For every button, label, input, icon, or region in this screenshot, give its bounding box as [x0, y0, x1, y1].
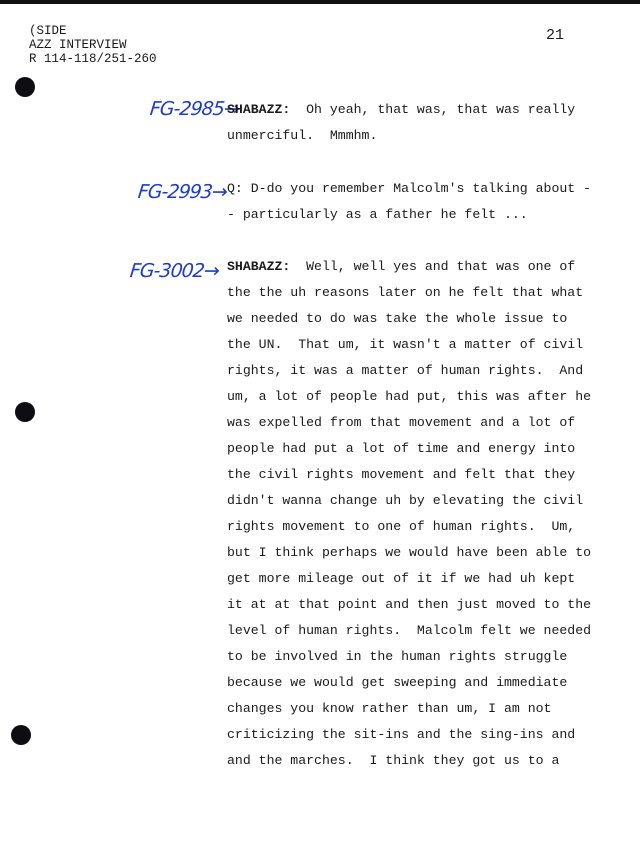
handwritten-annotation: FG-3002→	[128, 260, 220, 282]
transcript-line: to be involved in the human rights struggle	[227, 649, 568, 664]
transcript-line: rights, it was a matter of human rights. And	[227, 363, 584, 378]
transcript-line: the UN. That um, it wasn't a matter of civil	[227, 337, 584, 352]
speaker-label: SHABAZZ:	[227, 102, 291, 117]
transcript-text: Oh yeah, that was, that was really	[290, 102, 576, 117]
punch-hole	[11, 725, 31, 745]
transcript-line: people had put a lot of time and energy into	[227, 441, 576, 456]
page-top-edge	[0, 0, 640, 4]
transcript-line: changes you know rather than um, I am not	[227, 701, 552, 716]
transcript-line: get more mileage out of it if we had uh kept	[227, 571, 576, 586]
speaker-line	[227, 102, 575, 117]
transcript-line: didn't wanna change uh by elevating the civil	[227, 493, 584, 508]
transcript-line: we needed to do was take the whole issue to	[227, 311, 568, 326]
transcript-line: um, a lot of people had put, this was after he	[227, 389, 592, 404]
transcript-line: it at at that point and then just moved to the	[227, 597, 592, 612]
transcript-line: rights movement to one of human rights. Um,	[227, 519, 576, 534]
speaker-label: SHABAZZ:	[227, 259, 291, 274]
header-line-3: R 114-118/251-260	[29, 52, 157, 66]
speaker-label: Q:	[227, 181, 243, 196]
transcript-line: the the uh reasons later on he felt that what	[227, 285, 584, 300]
speaker-line	[227, 181, 591, 196]
transcript-line: - particularly as a father he felt ...	[227, 207, 528, 222]
transcript-line: unmerciful. Mmmhm.	[227, 128, 378, 143]
handwritten-annotation: FG-2985→	[148, 98, 240, 120]
transcript-line: and the marches. I think they got us to a	[227, 753, 560, 768]
header-line-1: (SIDE	[29, 24, 67, 38]
punch-hole	[15, 77, 35, 97]
page-number: 21	[546, 27, 565, 44]
transcript-text: D-do you remember Malcolm's talking about -	[242, 181, 592, 196]
header-line-2: AZZ INTERVIEW	[29, 38, 127, 52]
transcript-line: was expelled from that movement and a lot of	[227, 415, 576, 430]
transcript-line: the civil rights movement and felt that they	[227, 467, 576, 482]
punch-hole	[15, 402, 35, 422]
transcript-line: criticizing the sit-ins and the sing-ins and	[227, 727, 576, 742]
transcript-text: Well, well yes and that was one of	[290, 259, 576, 274]
transcript-line: but I think perhaps we would have been able to	[227, 545, 592, 560]
transcript-line: because we would get sweeping and immediate	[227, 675, 568, 690]
transcript-line: level of human rights. Malcolm felt we needed	[227, 623, 592, 638]
handwritten-annotation: FG-2993→	[136, 181, 228, 203]
speaker-line	[227, 259, 575, 274]
